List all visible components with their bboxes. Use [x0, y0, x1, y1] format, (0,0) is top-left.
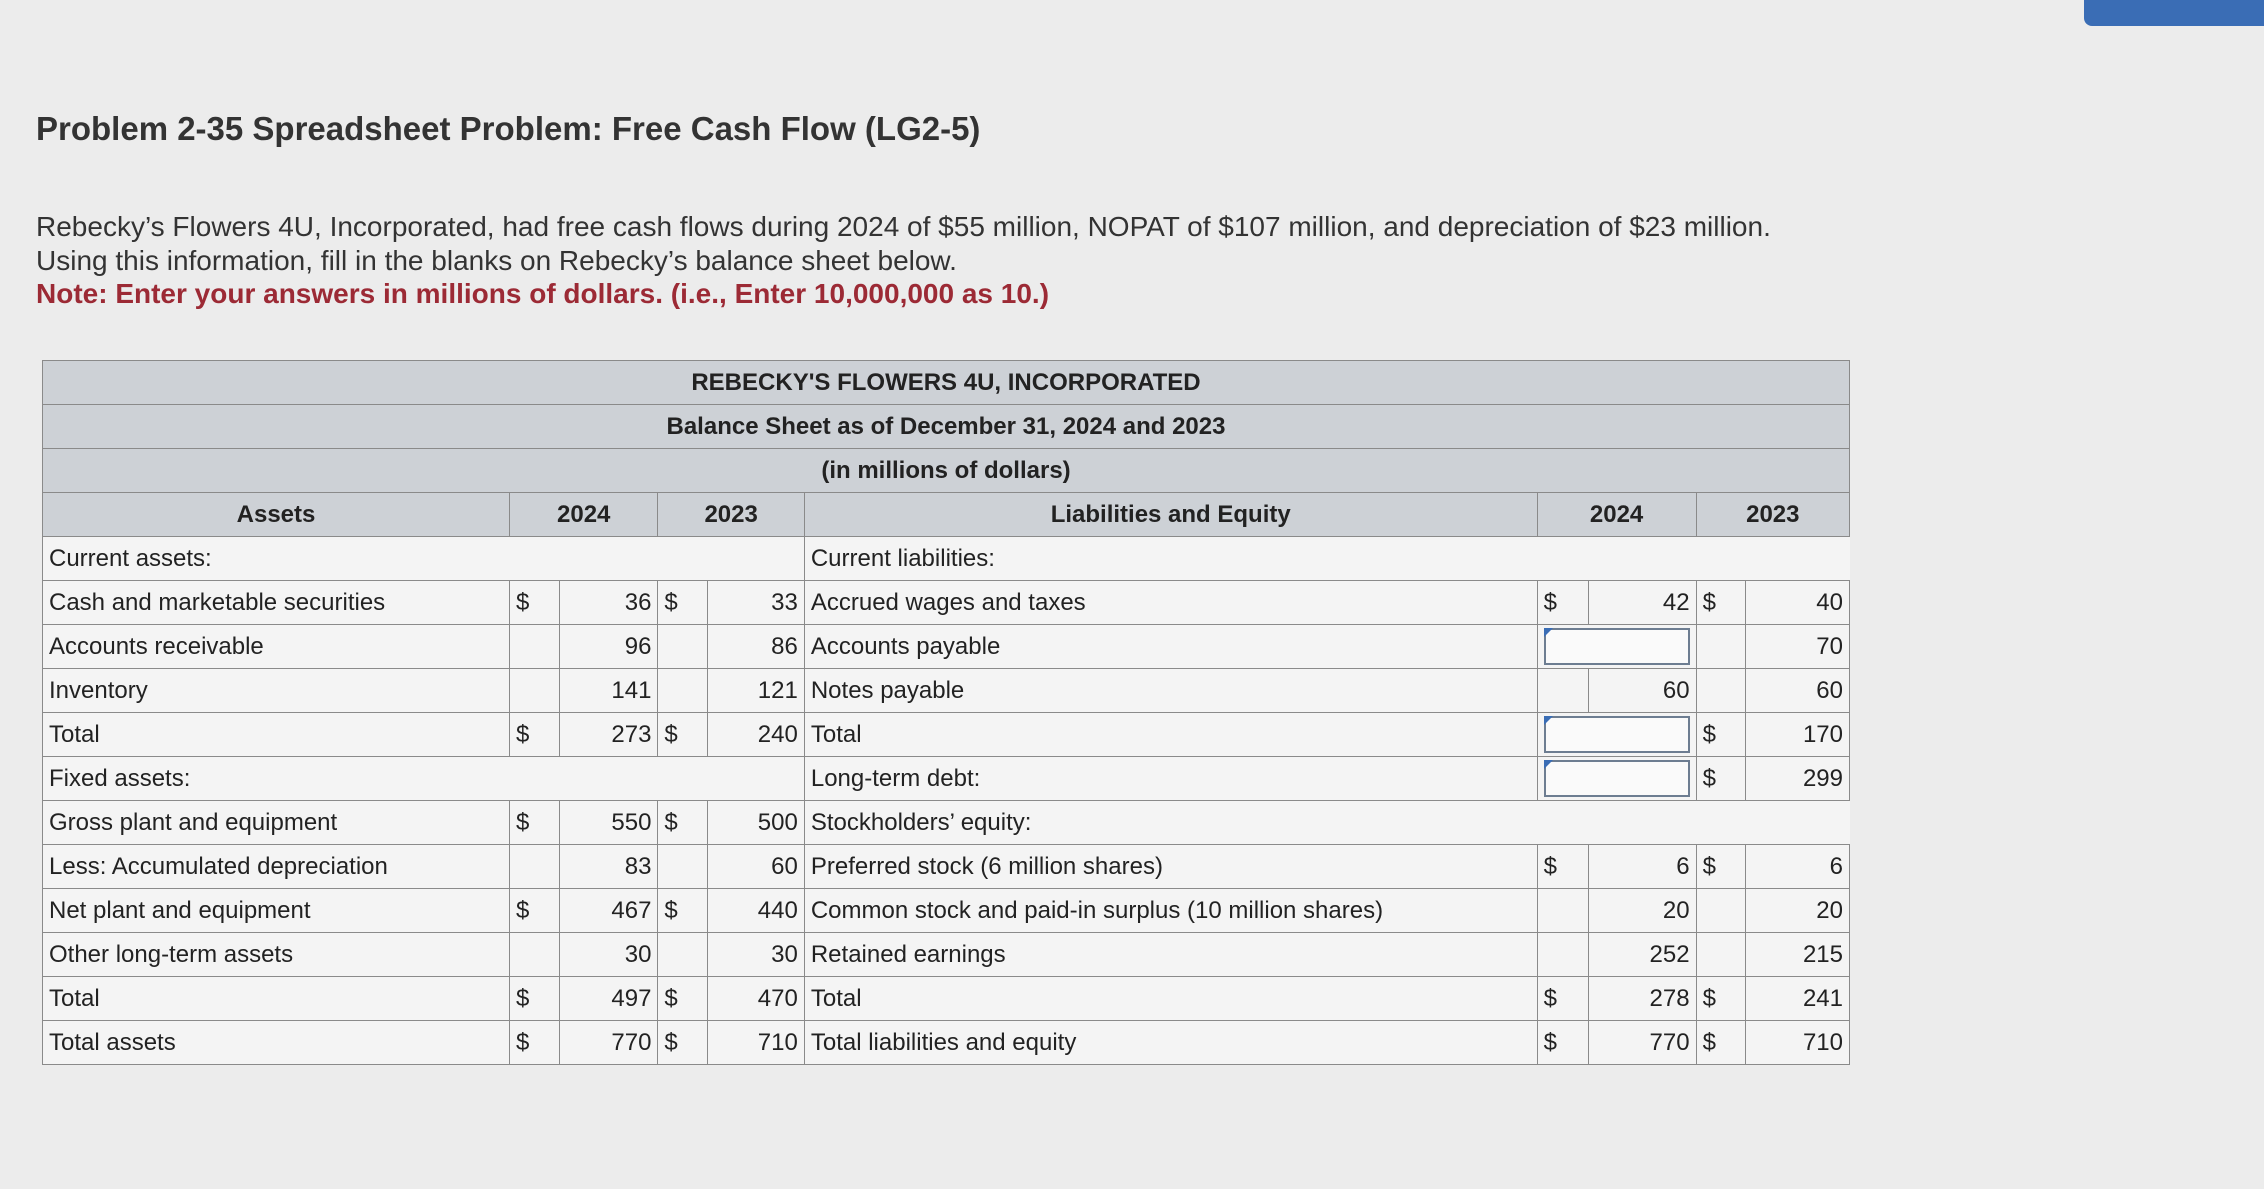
table-row: [43, 801, 1850, 845]
net-plant-2024: 467: [559, 889, 658, 933]
currency-symbol: $: [658, 713, 708, 757]
ar-label: Accounts receivable: [43, 625, 510, 669]
ap-2024-cell: [1537, 625, 1696, 669]
preferred-2023: 6: [1746, 845, 1850, 889]
table-row: [43, 1021, 1850, 1065]
currency-symbol: $: [658, 889, 708, 933]
current-liabilities-total-label: Total: [804, 713, 1537, 757]
accrued-2023: 40: [1746, 581, 1850, 625]
currency-symbol: $: [1696, 581, 1746, 625]
retained-2023: 215: [1746, 933, 1850, 977]
cash-2024: 36: [559, 581, 658, 625]
notes-2024: 60: [1588, 669, 1696, 713]
currency-symbol: $: [1696, 757, 1746, 801]
total-assets-2024: 770: [559, 1021, 658, 1065]
accum-dep-label: Less: Accumulated depreciation: [43, 845, 510, 889]
currency-symbol: $: [1537, 977, 1588, 1021]
column-header-row: [43, 493, 1850, 537]
table-row: [43, 889, 1850, 933]
ltd-2023: 299: [1746, 757, 1850, 801]
fixed-total-2024: 497: [559, 977, 658, 1021]
total-le-2024: 770: [1588, 1021, 1696, 1065]
equity-label: Stockholders’ equity:: [804, 801, 1849, 845]
currency-symbol: $: [658, 801, 708, 845]
ap-2024-input[interactable]: [1544, 628, 1690, 665]
common-label: Common stock and paid-in surplus (10 million shares): [804, 889, 1537, 933]
check-my-work-button[interactable]: [2084, 0, 2264, 26]
net-plant-2023: 440: [708, 889, 805, 933]
ap-label: Accounts payable: [804, 625, 1537, 669]
fixed-total-2023: 470: [708, 977, 805, 1021]
ltd-2024-input[interactable]: [1544, 760, 1690, 797]
table-row: [43, 581, 1850, 625]
notes-label: Notes payable: [804, 669, 1537, 713]
sheet-units: (in millions of dollars): [43, 449, 1850, 493]
cash-2023: 33: [708, 581, 805, 625]
table-row: [43, 713, 1850, 757]
assets-year-2024: 2024: [510, 493, 658, 537]
currency-symbol: $: [1696, 977, 1746, 1021]
table-row: [43, 669, 1850, 713]
assets-year-2023: 2023: [658, 493, 804, 537]
total-le-label: Total liabilities and equity: [804, 1021, 1537, 1065]
company-name: REBECKY'S FLOWERS 4U, INCORPORATED: [43, 361, 1850, 405]
current-liabilities-total-2023: 170: [1746, 713, 1850, 757]
liab-year-2023: 2023: [1696, 493, 1849, 537]
accum-dep-2023: 60: [708, 845, 805, 889]
ltd-2024-cell: [1537, 757, 1696, 801]
current-liabilities-label: Current liabilities:: [804, 537, 1849, 581]
currency-symbol: $: [510, 713, 560, 757]
gross-plant-2023: 500: [708, 801, 805, 845]
other-lt-2024: 30: [559, 933, 658, 977]
sheet-header-subtitle: [43, 405, 1850, 449]
ap-2023: 70: [1746, 625, 1850, 669]
fixed-total-label: Total: [43, 977, 510, 1021]
problem-title: Problem 2-35 Spreadsheet Problem: Free Cash Flow (LG2-5): [36, 110, 981, 147]
cash-label: Cash and marketable securities: [43, 581, 510, 625]
table-row: [43, 977, 1850, 1021]
currency-symbol: $: [1537, 581, 1588, 625]
table-row: [43, 933, 1850, 977]
current-assets-total-label: Total: [43, 713, 510, 757]
table-row: [43, 625, 1850, 669]
table-row: [43, 845, 1850, 889]
retained-label: Retained earnings: [804, 933, 1537, 977]
currency-symbol: $: [1696, 713, 1746, 757]
cl-total-2024-cell: [1537, 713, 1696, 757]
equity-total-label: Total: [804, 977, 1537, 1021]
other-lt-label: Other long-term assets: [43, 933, 510, 977]
inventory-label: Inventory: [43, 669, 510, 713]
other-lt-2023: 30: [708, 933, 805, 977]
currency-symbol: $: [1696, 1021, 1746, 1065]
currency-symbol: $: [510, 1021, 560, 1065]
gross-plant-2024: 550: [559, 801, 658, 845]
problem-note: Note: Enter your answers in millions of dollars. (i.e., Enter 10,000,000 as 10.): [36, 278, 1050, 309]
problem-intro: Rebecky’s Flowers 4U, Incorporated, had free cash flows during 2024 of $55 million, NOPAT of $107 million, and depreciation of $23 million. Using this information, fill in the blanks on Rebecky’s balance sheet below.: [36, 211, 1771, 276]
table-row: [43, 537, 1850, 581]
total-assets-2023: 710: [708, 1021, 805, 1065]
sheet-header-units: [43, 449, 1850, 493]
currency-symbol: $: [658, 977, 708, 1021]
inventory-2023: 121: [708, 669, 805, 713]
currency-symbol: $: [510, 889, 560, 933]
net-plant-label: Net plant and equipment: [43, 889, 510, 933]
current-assets-total-2023: 240: [708, 713, 805, 757]
sheet-header-company: [43, 361, 1850, 405]
fixed-assets-label: Fixed assets:: [43, 757, 805, 801]
total-assets-label: Total assets: [43, 1021, 510, 1065]
common-2023: 20: [1746, 889, 1850, 933]
current-assets-total-2024: 273: [559, 713, 658, 757]
currency-symbol: $: [1537, 1021, 1588, 1065]
balance-sheet-table: [42, 360, 1850, 1065]
inventory-2024: 141: [559, 669, 658, 713]
currency-symbol: $: [658, 1021, 708, 1065]
notes-2023: 60: [1746, 669, 1850, 713]
common-2024: 20: [1588, 889, 1696, 933]
preferred-2024: 6: [1588, 845, 1696, 889]
retained-2024: 252: [1588, 933, 1696, 977]
assets-header: Assets: [43, 493, 510, 537]
accrued-2024: 42: [1588, 581, 1696, 625]
liabilities-header: Liabilities and Equity: [804, 493, 1537, 537]
preferred-label: Preferred stock (6 million shares): [804, 845, 1537, 889]
gross-plant-label: Gross plant and equipment: [43, 801, 510, 845]
currency-symbol: $: [658, 581, 708, 625]
equity-total-2024: 278: [1588, 977, 1696, 1021]
currency-symbol: $: [510, 581, 560, 625]
sheet-subtitle: Balance Sheet as of December 31, 2024 and 2023: [43, 405, 1850, 449]
cl-total-2024-input[interactable]: [1544, 716, 1690, 753]
equity-total-2023: 241: [1746, 977, 1850, 1021]
accrued-label: Accrued wages and taxes: [804, 581, 1537, 625]
currency-symbol: $: [510, 801, 560, 845]
ar-2024: 96: [559, 625, 658, 669]
ar-2023: 86: [708, 625, 805, 669]
total-le-2023: 710: [1746, 1021, 1850, 1065]
liab-year-2024: 2024: [1537, 493, 1696, 537]
currency-symbol: $: [510, 977, 560, 1021]
ltd-label: Long-term debt:: [804, 757, 1537, 801]
table-row: [43, 757, 1850, 801]
currency-symbol: $: [1537, 845, 1588, 889]
current-assets-label: Current assets:: [43, 537, 805, 581]
currency-symbol: $: [1696, 845, 1746, 889]
accum-dep-2024: 83: [559, 845, 658, 889]
